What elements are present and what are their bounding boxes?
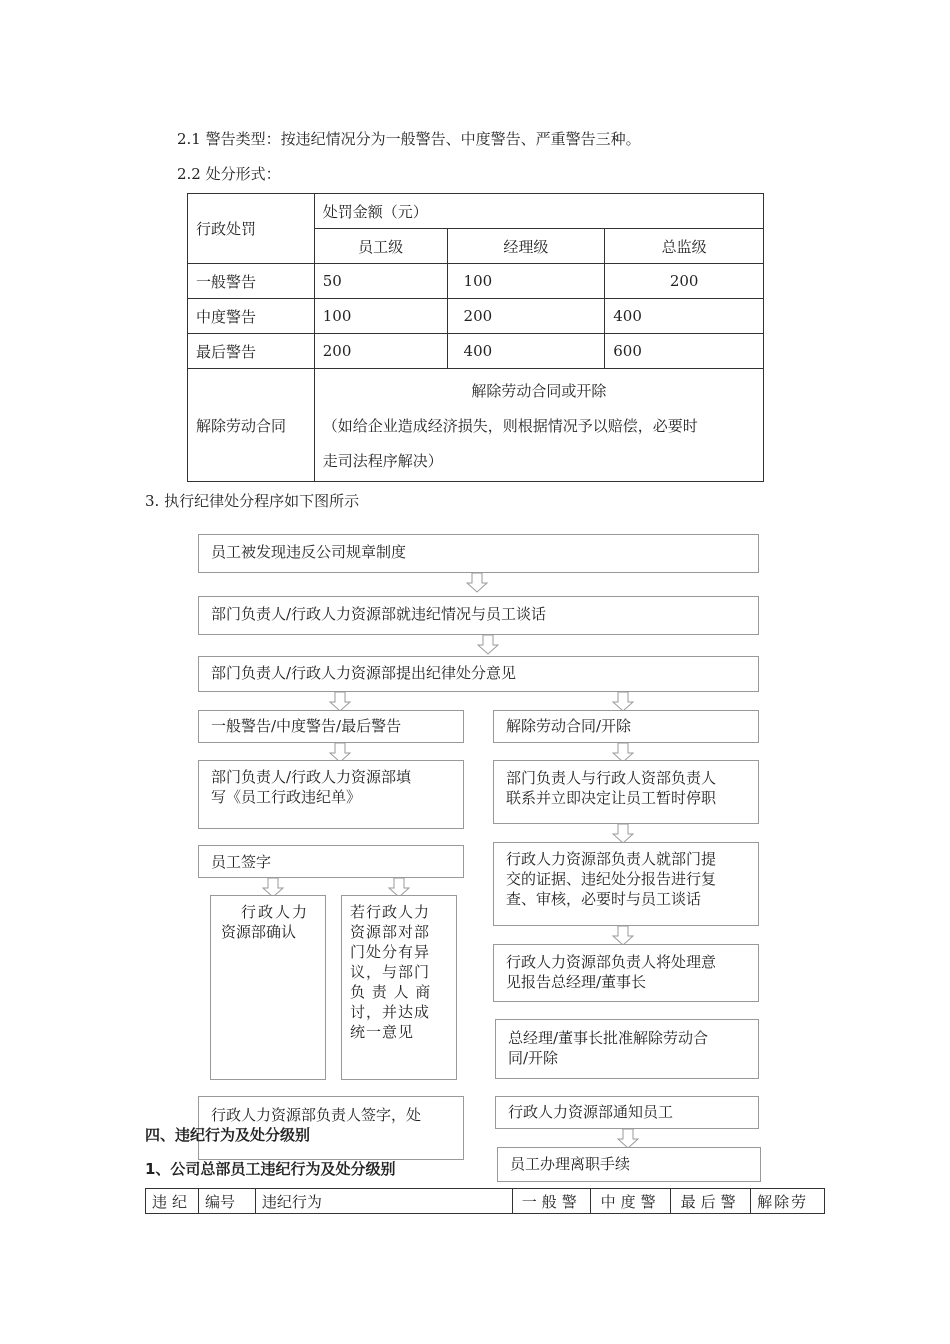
table-row [188, 264, 764, 299]
flow-text-line: 门处分有异 [350, 943, 431, 961]
termination-line-2: （如给企业造成经济损失，则根据情况予以赔偿，必要时 [322, 416, 698, 435]
arrow-down-icon [477, 635, 499, 655]
flow-left-confirm [210, 895, 326, 1080]
flow-right-report [493, 944, 759, 1002]
col-header: 违纪行为 [255, 1189, 512, 1214]
level-director: 总监级 [605, 229, 764, 264]
termination-line-1: 解除劳动合同或开除 [471, 381, 607, 400]
cell-value: 600 [605, 334, 764, 369]
cell-value: 50 [314, 264, 447, 299]
penalty-table [187, 193, 764, 482]
row-label: 一般警告 [188, 264, 315, 299]
col-header: 编号 [199, 1189, 256, 1214]
arrow-down-icon [612, 926, 634, 946]
flow-text-line: 部门负责人/行政人力资源部填 [211, 768, 412, 786]
cell-value: 400 [605, 299, 764, 334]
flow-text-line: 讨，并达成 [350, 1003, 431, 1021]
table-row [188, 299, 764, 334]
flow-text-line: 若行政人力 [350, 903, 431, 921]
flow-text-line: 总经理/董事长批准解除劳动合 [508, 1029, 709, 1047]
flow-text-line: 议，与部门 [350, 963, 431, 981]
cell-value: 200 [447, 299, 605, 334]
flow-text-line: 交的证据、违纪处分报告进行复 [506, 870, 717, 888]
flow-right-notify: 行政人力资源部通知员工 [495, 1096, 759, 1129]
flow-text-line: 见报告总经理/董事长 [506, 973, 647, 991]
section-2-2-text: 2.2 处分形式： [177, 165, 281, 183]
col-header: 一般警 [513, 1189, 591, 1214]
cell-value: 100 [314, 299, 447, 334]
flow-text-line: 联系并立即决定让员工暂时停职 [506, 789, 717, 807]
level-manager: 经理级 [447, 229, 605, 264]
col-header: 最后警 [671, 1189, 751, 1214]
flow-left-fill-form [198, 760, 464, 829]
flow-text-line: 资源部确认 [221, 923, 297, 941]
arrow-down-icon [617, 1129, 639, 1149]
arrow-down-icon [612, 824, 634, 844]
flow-step-1: 员工被发现违反公司规章制度 [198, 534, 759, 573]
flow-text-line: 行政人力 [241, 903, 310, 921]
cell-value: 100 [447, 264, 605, 299]
col-header: 解除劳 [751, 1189, 825, 1214]
col-header: 中度警 [591, 1189, 671, 1214]
flow-text-line: 写《员工行政违纪单》 [211, 788, 362, 806]
heading-section-4-1: 1、公司总部员工违纪行为及处分级别 [145, 1160, 396, 1178]
flow-text-line: 统一意见 [350, 1023, 415, 1041]
table-row [188, 369, 764, 482]
flow-text-line: 行政人力资源部负责人就部门提 [506, 850, 717, 868]
flow-left-objection [341, 895, 457, 1080]
flow-left-hr-sign: 行政人力资源部负责人签字，处 [198, 1096, 464, 1160]
flow-text-line: 部门负责人与行政人资部负责人 [506, 769, 717, 787]
row-label: 中度警告 [188, 299, 315, 334]
cell-value: 200 [605, 264, 764, 299]
flow-right-suspend [493, 760, 759, 824]
col-header: 违纪 [146, 1189, 199, 1214]
flow-text-line: 同/开除 [508, 1049, 559, 1067]
penalty-header-left: 行政处罚 [188, 194, 315, 264]
flow-right-resign: 员工办理离职手续 [497, 1147, 761, 1182]
flow-left-warning: 一般警告/中度警告/最后警告 [198, 710, 464, 743]
flow-text-line: 查、审核，必要时与员工谈话 [506, 890, 702, 908]
termination-line-3: 走司法程序解决） [322, 451, 443, 470]
termination-cell [314, 369, 763, 482]
cell-value: 200 [314, 334, 447, 369]
flow-step-2: 部门负责人/行政人力资源部就违纪情况与员工谈话 [198, 596, 759, 635]
flow-right-termination: 解除劳动合同/开除 [493, 710, 759, 743]
heading-section-4: 四、违纪行为及处分级别 [145, 1126, 311, 1144]
flow-right-approve [495, 1019, 759, 1079]
row-label: 最后警告 [188, 334, 315, 369]
table-row [188, 334, 764, 369]
flow-text-line: 行政人力资源部负责人将处理意 [506, 953, 717, 971]
violation-table [145, 1188, 825, 1214]
level-employee: 员工级 [314, 229, 447, 264]
arrow-down-icon [612, 692, 634, 712]
penalty-header-amount: 处罚金额（元） [314, 194, 763, 229]
row-label: 解除劳动合同 [188, 369, 315, 482]
flow-text-line: 负 责 人 商 [350, 983, 432, 1001]
flow-left-sign: 员工签字 [198, 845, 464, 878]
cell-value: 400 [447, 334, 605, 369]
flow-step-3: 部门负责人/行政人力资源部提出纪律处分意见 [198, 656, 759, 692]
arrow-down-icon [466, 573, 488, 593]
flow-right-review [493, 842, 759, 926]
table-header-row [146, 1189, 825, 1214]
section-3-text: 3. 执行纪律处分程序如下图所示 [145, 492, 360, 510]
arrow-down-icon [329, 692, 351, 712]
flow-text-line: 资源部对部 [350, 923, 431, 941]
section-2-1-text: 2.1 警告类型：按违纪情况分为一般警告、中度警告、严重警告三种。 [177, 130, 641, 148]
